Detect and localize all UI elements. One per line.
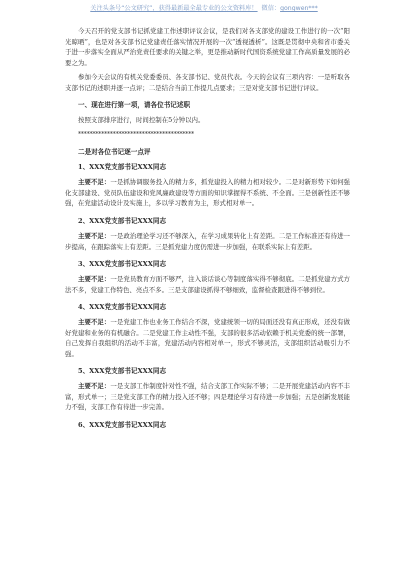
item-2-label: 主要不足：: [78, 232, 111, 241]
top-banner: [0, 0, 408, 20]
item-4-paragraph: [65, 317, 350, 359]
item-2-text: 一是政治理论学习还不够深入，在学习成果转化上有差距。二是工作标准还有待进一步提高，在跟踪落实上有差距。三是抓党建力度仍需进一步加强，在联系实际上有差距。: [65, 232, 350, 251]
item-1-text: 一是抓协调服务投入的精力多，抓党建投入的精力相对较少。二是对新形势下如何强化支部建设、党员队伍建设和党风廉政建设等方面的知识掌握得不系统、不全面。三是创新性还不够强，在党建活动设计及实施上，多以学习教育为主，形式相对单一。: [65, 178, 350, 208]
item-2-title: 2、XXX党支部书记XXX同志: [78, 217, 167, 226]
banner-text: 关注头条号“公文研究”，获得最新最全最专业的公文资料库！: [90, 5, 258, 12]
item-2-paragraph: [65, 231, 350, 252]
item-3-title: 3、XXX党支部书记XXX同志: [78, 260, 167, 269]
item-5-paragraph: [65, 381, 350, 413]
document-body: [65, 26, 350, 431]
item-3-paragraph: [65, 274, 350, 295]
item-6-title: 6、XXX党支部书记XXX同志: [78, 421, 167, 430]
section-2-heading: 二是对各位书记逐一点评: [78, 148, 151, 157]
item-4-text: 一是党建工作也业务工作结合不深，党建统领一切的局面还没有真正形成，还没有做好党建和业务的有机融合。二是党建工作主动性不强，支部的很多活动依赖于机关党委的统一部署，自己发挥自我组织的活动不丰富，党建活动内容相对单一，形式不够灵活，支部组织活动吸引力不强。: [65, 318, 350, 358]
item-1-title: 1、XXX党支部书记XXX同志: [78, 163, 167, 172]
banner-link[interactable]: [90, 5, 257, 12]
item-4-title: 4、XXX党支部书记XXX同志: [78, 303, 167, 312]
item-3-text: 一是党员教育方面不够严，注入谈话谈心等制度落实得不够彻底。二是抓党建方式方法不多，党建工作特色、亮点不多。三是支部建设抓得不够细致，监督检查跟进得不够到位。: [65, 275, 350, 294]
intro-paragraph-1: 今天召开的党支部书记抓党建工作述职评议会议，是我们对各支部党的建设工作进行的一次“阳光晾晒”，也是对各支部书记党建责任落实情况开展的一次“透视透析”。这既是贯彻中央和省市委关于进一步落实全面从严治党责任要求的关键之举，更是推动新时代国资系统党建工作高质量发展的必要之为。: [65, 27, 350, 67]
item-5-title: 5、XXX党支部书记XXX同志: [78, 367, 167, 376]
item-5-text: 一是支部工作制度针对性不强，结合支部工作实际不够；二是开展党建活动内容不丰富，形式单一；三是党支部工作的精力投入还不够；四是理论学习有待进一步加强；五是创新发展能力不强，支部工作有待进一步完善。: [65, 382, 350, 412]
banner-contact-label: 微信：: [261, 5, 281, 12]
intro-paragraph-2: 参加今天会议的有机关党委委员、各支部书记、党员代表。今天的会议有三项内容：一是听取各支部书记的述职并逐一点评；二是结合当前工作提几点要求；三是对党支部书记进行评议。: [65, 73, 350, 92]
section-1-text: 按照支部排序进行，时间控制在5分钟以内。: [78, 116, 205, 125]
item-5-label: 主要不足：: [78, 382, 111, 391]
item-1-paragraph: [65, 177, 350, 209]
separator-stars: ****************************************: [78, 130, 195, 138]
item-3-label: 主要不足：: [78, 275, 111, 284]
item-4-label: 主要不足：: [78, 318, 111, 327]
banner-contact-link[interactable]: gongwen***: [280, 5, 318, 12]
item-1-label: 主要不足：: [78, 178, 111, 187]
section-1-heading: 一、现在进行第一项，请各位书记述职: [78, 101, 191, 110]
